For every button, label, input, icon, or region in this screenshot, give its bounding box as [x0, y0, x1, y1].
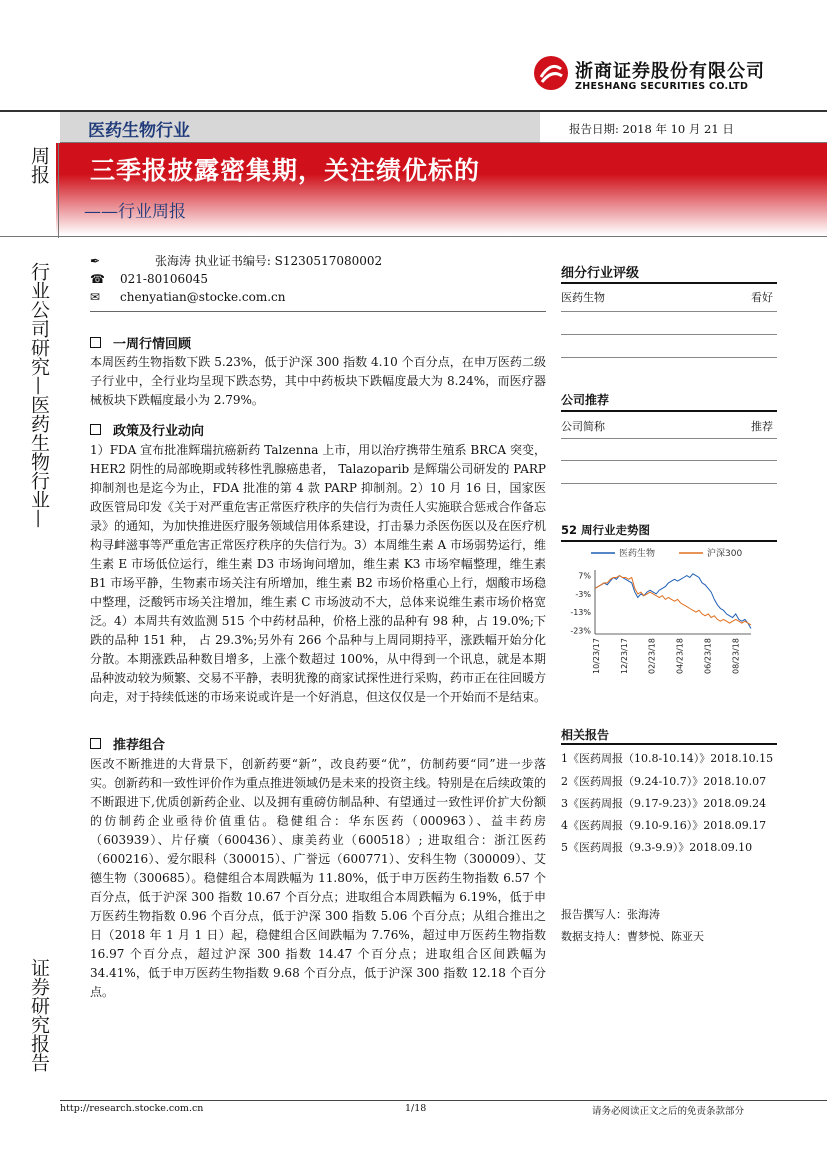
company-head-name: 公司简称: [561, 420, 605, 433]
section-paragraph: 1）FDA 宣布批准辉瑞抗癌新药 Talzenna 上市，用以治疗携带生殖系 BRCA 突变，HER2 阴性的局部晚期或转移性乳腺癌患者， Talazoparib 是辉瑞公司研发的 PARP 抑制剂也是迄今为止，FDA 批准的第 4 款 PARP 抑制剂。2）10 月 16 日，国家医政医管局印发《关于对严重危害正常医疗秩序的失信行为责任人实施联合惩戒合作备忘录》的通知，为加快推进医疗服务领域信用体系建设，打击暴力杀医伤医以及在医疗机构寻衅滋事等严重危害正常医疗秩序的失信行为。3）本周维生素 A 市场弱势运行，维生素 E 市场低位运行，维生素 D3 市场询问增加，维生素 K3 市场窄幅整理，维生素 B1 市场平静，生物素市场关注有所增加，维生素 B2 市场价格重心上行，烟酸市场稳中整理，泛酸钙市场关注增加，维生素 C 市场波动不大，总体来说维生素市场价格宽泛。4）本周共有效监测 515 个中药材品种，价格上涨的品种有 98 种，占 19.0%;下跌的品种 151 种， 占 29.3%;另外有 266 个品种与上周同期持平，涨跌幅开始分化分散。本期涨跌品种数目增多，上涨个数超过 100%，从中得到一个讯息，就是本期品种波动较为频繁、交易不平静，表明犹豫的商家试探性进行采购，药市正在往回暖方向走，对于持续低迷的市场来说或许是一个好消息，但这仅仅是一个开始而不是结束。: [90, 443, 547, 704]
x-tick-label: 02/23/18: [647, 638, 657, 674]
industry-label: 医药生物行业: [88, 121, 190, 141]
checkbox-bullet-icon: [90, 424, 101, 435]
related-title: 相关报告: [561, 728, 610, 742]
section-heading-text: 政策及行业动向: [113, 424, 205, 439]
divider: [0, 236, 827, 237]
section-paragraph: 本周医药生物指数下跌 5.23%，低于沪深 300 指数 4.10 个百分点，在申万医药二级子行业中，全行业均呈现下跌态势，其中中药板块下跌幅度最大为 8.24%，而医疗器械板块下跌幅度最小为 2.79%。: [90, 355, 546, 407]
divider: [561, 334, 777, 335]
report-date: 报告日期: 2018 年 10 月 21 日: [569, 122, 734, 136]
divider: [90, 311, 546, 312]
company-title: 公司推荐: [561, 393, 610, 407]
analyst-text: 张海涛 执业证书编号: S1230517080002: [155, 254, 383, 268]
x-tick-label: 08/23/18: [731, 638, 741, 674]
company-logo-icon: [533, 55, 569, 91]
trend-chart: [561, 542, 781, 680]
related-report-2[interactable]: 2《医药周报（9.24-10.7）》2018.10.07: [561, 775, 767, 788]
rating-industry: 医药生物: [561, 291, 605, 304]
phone-icon: ☎: [90, 272, 105, 286]
legend-label: 沪深300: [707, 549, 743, 559]
rating-title: 细分行业评级: [561, 266, 640, 281]
y-tick-label: -23%: [570, 626, 591, 636]
related-report-4[interactable]: 4《医药周报（9.10-9.16）》2018.09.17: [561, 819, 767, 832]
company-head-value: 推荐: [751, 420, 773, 433]
divider: [561, 357, 777, 358]
footer-rule: [60, 1100, 827, 1101]
divider: [561, 311, 777, 312]
x-tick-label: 06/23/18: [703, 638, 713, 674]
section-heading-policy: [90, 420, 204, 439]
x-tick-label: 04/23/18: [675, 638, 685, 674]
legend-label: 医药生物: [619, 549, 656, 559]
section-heading-text: 一周行情回顾: [113, 337, 192, 352]
related-report-3[interactable]: 3《医药周报（9.17-9.23）》2018.09.24: [561, 797, 767, 810]
divider: [561, 438, 777, 439]
divider: [561, 410, 777, 412]
related-report-1[interactable]: 1《医药周报（10.8-10.14）》2018.10.15: [561, 752, 774, 765]
email-text[interactable]: chenyatian@stocke.com.cn: [120, 290, 286, 304]
report-writer: 报告撰写人：张海涛: [561, 908, 660, 921]
email-line: [90, 289, 285, 305]
side-label-middle: 行业公司研究—医药生物行业—: [28, 262, 50, 528]
section-heading-text: 推荐组合: [113, 738, 166, 753]
rating-value: 看好: [751, 291, 773, 304]
x-tick-label: 12/23/17: [619, 638, 629, 674]
section-paragraph: 医改不断推进的大背景下，创新药要“新”，改良药要“优”，仿制药要“同”进一步落实。创新药和一致性评价作为重点推进领域仍是未来的投资主线。特别是在后续政策的不断跟进下,优质创新药企业、以及拥有重磅仿制品种、有望通过一致性评价扩大份额的仿制药企业亟待价值重估。稳健组合：华东医药（000963）、益丰药房（603939）、片仔癀（600436）、康美药业（600518）; 进取组合：浙江医药（600216）、爱尔眼科（300015）、广誉远（600771）、安科生物（300009）、艾德生物（300685）。稳健组合本周跌幅为 11.80%，低于申万医药生物指数 6.57 个百分点，低于沪深 300 指数 10.67 个百分点；进取组合本周跌幅为 6.19%，低于申万医药生物指数 0.96 个百分点，低于沪深 300 指数 5.06 个百分点；从组合推出之日（2018 年 1 月 1 日）起，稳健组合区间跌幅为 7.76%，超过申万医药生物指数 16.97 个百分点，超过沪深 300 指数 14.47 个百分点；进取组合区间跌幅为 34.41%，低于申万医药生物指数 9.68 个百分点，低于沪深 300 指数 12.18 个百分点。: [90, 757, 547, 999]
company-name-en: ZHESHANG SECURITIES CO.LTD: [575, 81, 749, 92]
divider: [561, 282, 777, 284]
y-tick-label: -13%: [570, 608, 591, 618]
page-number: 1/18: [405, 1103, 427, 1114]
divider: [58, 143, 59, 238]
trend-title: 52 周行业走势图: [561, 523, 651, 537]
divider: [561, 460, 777, 461]
series-line-医药生物: [595, 574, 751, 629]
checkbox-bullet-icon: [90, 738, 101, 749]
y-tick-label: 7%: [578, 571, 591, 581]
divider: [561, 483, 777, 484]
data-support: 数据支持人：曹梦悦、陈亚天: [561, 930, 704, 943]
report-subtitle: ——行业周报: [84, 202, 186, 222]
envelope-icon: ✉: [90, 290, 101, 304]
footer-url[interactable]: http://research.stocke.com.cn: [60, 1103, 204, 1114]
chart-x-axis: [592, 634, 751, 674]
chart-legend: [591, 547, 742, 559]
report-title: 三季报披露密集期，关注绩优标的: [90, 156, 481, 185]
footer-disclaimer: 请务必阅读正文之后的免责条款部分: [592, 1106, 745, 1117]
x-tick-label: 10/23/17: [592, 638, 601, 674]
divider: [561, 743, 777, 745]
company-name-cn: 浙商证券股份有限公司: [575, 61, 765, 82]
y-tick-label: -3%: [575, 589, 591, 599]
related-report-5[interactable]: 5《医药周报（9.3-9.9）》2018.09.10: [561, 841, 753, 854]
chart-series: [595, 574, 751, 629]
pen-icon: ✒: [90, 254, 101, 268]
phone-text: 021-80106045: [120, 272, 209, 286]
chart-y-axis: [570, 570, 595, 635]
side-label-bottom: 证券研究报告: [28, 958, 50, 1072]
checkbox-bullet-icon: [90, 337, 101, 348]
phone-line: [90, 271, 208, 287]
series-line-沪深300: [595, 576, 751, 625]
analyst-line: [90, 253, 382, 269]
section-heading-portfolio: [90, 734, 165, 753]
section-heading-market: [90, 333, 191, 352]
side-label-top: 周报: [28, 146, 50, 184]
